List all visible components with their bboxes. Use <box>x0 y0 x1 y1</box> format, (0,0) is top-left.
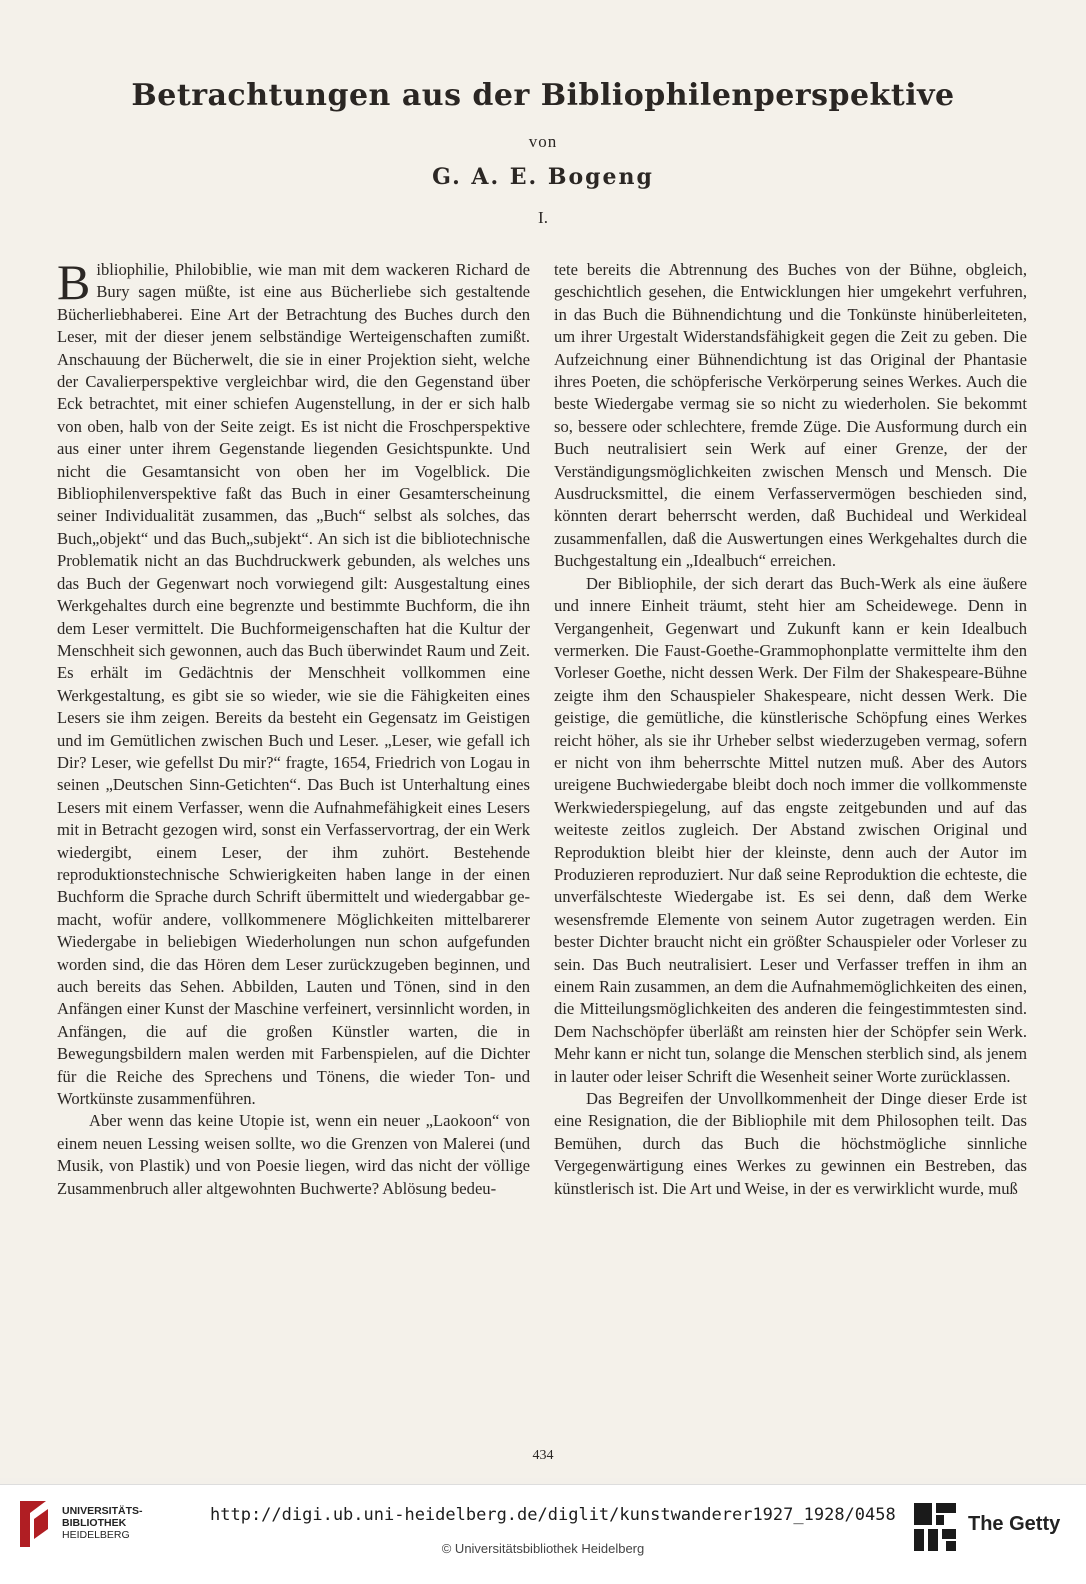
paragraph: Der Bibliophile, der sich derart das Buch-Werk als eine äußere und innere Einheit träumt, steht hier am Scheidewege. Denn in Vergangenheit, Gegenwart und Zukunft kann er kein Idealbuch vermerken. Die Faust-Goethe-Grammophonplatte vermittelte ihm den Vorleser Goethe, nicht dessen Werk. Der Film der Shakespeare-Bühne zeigte ihm den Schauspieler Shakespeare, nicht dessen Werk. Die geistige, die gemütliche, die künstlerische Schöpfung eines Werkes reicht höher, als sie ihr Urheber selbst wiederzugeben vermag, sofern er nicht von ihm beherrschte Mittel nutzen muß. Aber des Autors ureigene Buchwiedergabe bleibt doch noch immer die vollkommenste Werkwiederspiegelung, auf das engste zeitgebunden und auf das weiteste zeitlos zugleich. Der Abstand zwischen Original und Reproduktion bleibt hier der kleinste, denn auch der Autor im Produzieren reproduziert. Nur daß seine Reproduktion die echteste, die unverfälschteste Wiedergabe ist. Es sei denn, daß dem Werke wesensfremde Elemente von seinem Autor zugetragen werden. Ein bester Dichter braucht nicht ein größter Schauspieler oder Vorleser zu sein. Das Buch neutralisiert. Leser und Verfasser treffen in ihm an einem Rain zusammen, an dem die Aufnahmemöglichkeiten des einen, die Mitteilungsmöglichkeiten des anderen die feingestimmtesten sind. Dem Nachschöpfer überläßt am reinsten hier der Schöpfer sein Werk. Mehr kann er nicht tun, solange die Menschen sterblich sind, als jenem in lauter oder leiser Schrift die Wesenheit seiner Worte zurücklassen. <box>554 573 1027 1086</box>
left-column <box>57 254 530 1200</box>
getty-label: The Getty <box>968 1513 1061 1535</box>
article-title: Betrachtungen aus der Bibliophilenperspektive <box>131 78 955 113</box>
source-url-link[interactable]: http://digi.ub.uni-heidelberg.de/diglit/kunstwanderer1927_1928/0458 <box>210 1505 896 1525</box>
copyright-notice: © Universitätsbibliothek Heidelberg <box>441 1541 645 1556</box>
part-number: I. <box>538 208 548 227</box>
digitization-footer <box>0 1484 1086 1584</box>
page-number: 434 <box>532 1448 554 1463</box>
paragraph: tete bereits die Abtrennung des Buches von der Bühne, obgleich, geschichtlich gesehen, die Entwicklungen hier umgekehrt verfuhren, in das Buch die Bühnendichtung und die Tonkünste hinüberleiteten, um ihrer Urgestalt Widerstandsfähigkeit gegen die Zeit zu geben. Die Aufzeichnung einer Bühnendichtung ist das Original der Phantasie ihres Poeten, die schöpferische Verkörperung seines Werkes. Auch die beste Wiedergabe vermag sie so nicht zu wiederholen. Sie bekommt so, bessere oder schlechtere, fremde Züge. Die Ausformung durch ein Buch neutralisiert sein Werk auf einer Grenze, der der Verständigungsmöglichkeiten zwischen Mensch und Mensch. Die Ausdrucksmittel, die einem Verfasservermögen beschieden sind, könnten derart beherrscht werden, daß Buchideal und Werkideal zusammenfallen, daß die Auswertungen eines Werkgehaltes durch die Buchgestaltung ein „Idealbuch“ erreichen. <box>554 260 1027 571</box>
paragraph: Das Begreifen der Unvollkommenheit der Dinge dieser Erde ist eine Resignation, die der Bibliophile mit dem Philosophen teilt. Das Bemühen, durch das Buch die höchstmögliche sinnliche Vergegenwärtigung eines Werkes zu gewinnen ein Bestreben, das künstlerisch ist. Die Art und Weise, in der es verwirklicht wurde, muß <box>554 1089 1027 1198</box>
right-column <box>554 259 1027 1200</box>
drop-cap: B <box>57 254 91 310</box>
paragraph: Bibliophilie, Philobiblie, wie man mit dem wackeren Richard de Bury sagen müßte, ist eine aus Bücherliebe sich gestaltende Bücherliebhaberei. Eine Art der Betrachtung des Buches durch den Leser, mit der dieser jenem selbständige Werteigenschaften zumißt. Anschauung der Bücherwelt, die sie in einer Projektion sieht, welche der Cavalierperspektive vergleichbar wird, die den Gegenstand über Eck betrachtet, mit einer schiefen Augenstellung, in der er sich halb von oben, halb von der Seite zeigt. Es ist nicht die Froschperspektive aus einer unter ihrem Gegenstande liegenden Gesichtspunkte. Und nicht die Gesamtansicht von oben her im Vogelblick. Die Bibliophilenverspektive faßt das Buch in einer Gesamterscheinung seiner Individualität zusammen, das „Buch“ selbst als solches, das Buch„objekt“ und das Buch„subjekt“. An sich ist die bibliotechnische Problematik nicht an das Buchdruckwerk gebunden, als welches uns das Buch der Gegenwart noch vorwiegend gilt: Ausgestaltung eines Werkgehaltes durch eine begrenzte und bestimmte Buchform, die ihn dem Leser vermittelt. Die Buchformeigenschaften hat die Kultur der Menschheit sich gewonnen, auch das Buch überwindet Raum und Zeit. Es erhält im Gedächtnis der Menschheit vollkommen eine Werkgestaltung, es gibt sie so wieder, wie sie die Fähigkeiten eines Lesers sie ihm zeigen. Bereits da besteht ein Gegensatz im Geistigen und im Gemütlichen zwischen Buch und Leser. „Leser, wie gefall ich Dir? Leser, wie gefellst Du mir?“ fragte, 1654, Friedrich von Logau in seinen „Deutschen Sinn-Getichten“. Das Buch ist Unterhaltung eines Lesers mit einem Verfasser, wenn die Aufnahmefähigkeit eines Lesers mit in Betracht gezogen wird, sonst ein Verfasservortrag, der ein Werk wiedergibt, einem Leser, der ihm zuhört. Bestehende reproduktionstechnische Schwierigkeiten haben lange in der einen Buchform die Sprache durch Schrift übermittelt und wiedergabbar gemacht, wofür andere, vollkommenere Möglichkeiten mittelbarerer Wiedergabe in beliebigen Wiederholungen nun schon aufgefunden worden sind, die das Hören dem Leser zurückzugeben beginnen, und auch bereits das Sehen. Abbilden, Lauten und Tönen, sind in den Anfängen einer Kunst der Maschine verfeinert, versinnlicht worden, in Anfängen, die auf die großen Künstler warten, die in Bewegungsbildern malen werden mit Farbenspielen, auf die Dichter für die Reiche des Sprechens und Tönens, die wieder Ton- und Wortkünste zusammenführen. <box>57 254 530 1109</box>
paragraph: Aber wenn das keine Utopie ist, wenn ein neuer „Laokoon“ von einem neuen Lessing weisen sollte, wo die Grenzen von Malerei (und Musik, von Plastik) und von Poesie liegen, wird das nicht der völlige Zusammenbruch aller altgewohnten Buchwerte? Ablösung bedeu- <box>57 1111 530 1198</box>
getty-logo-icon <box>912 1501 958 1553</box>
author-name: G. A. E. Bogeng <box>432 164 654 190</box>
byline: von <box>528 132 558 151</box>
library-name: UNIVERSITÄTS- BIBLIOTHEK HEIDELBERG <box>62 1505 143 1541</box>
